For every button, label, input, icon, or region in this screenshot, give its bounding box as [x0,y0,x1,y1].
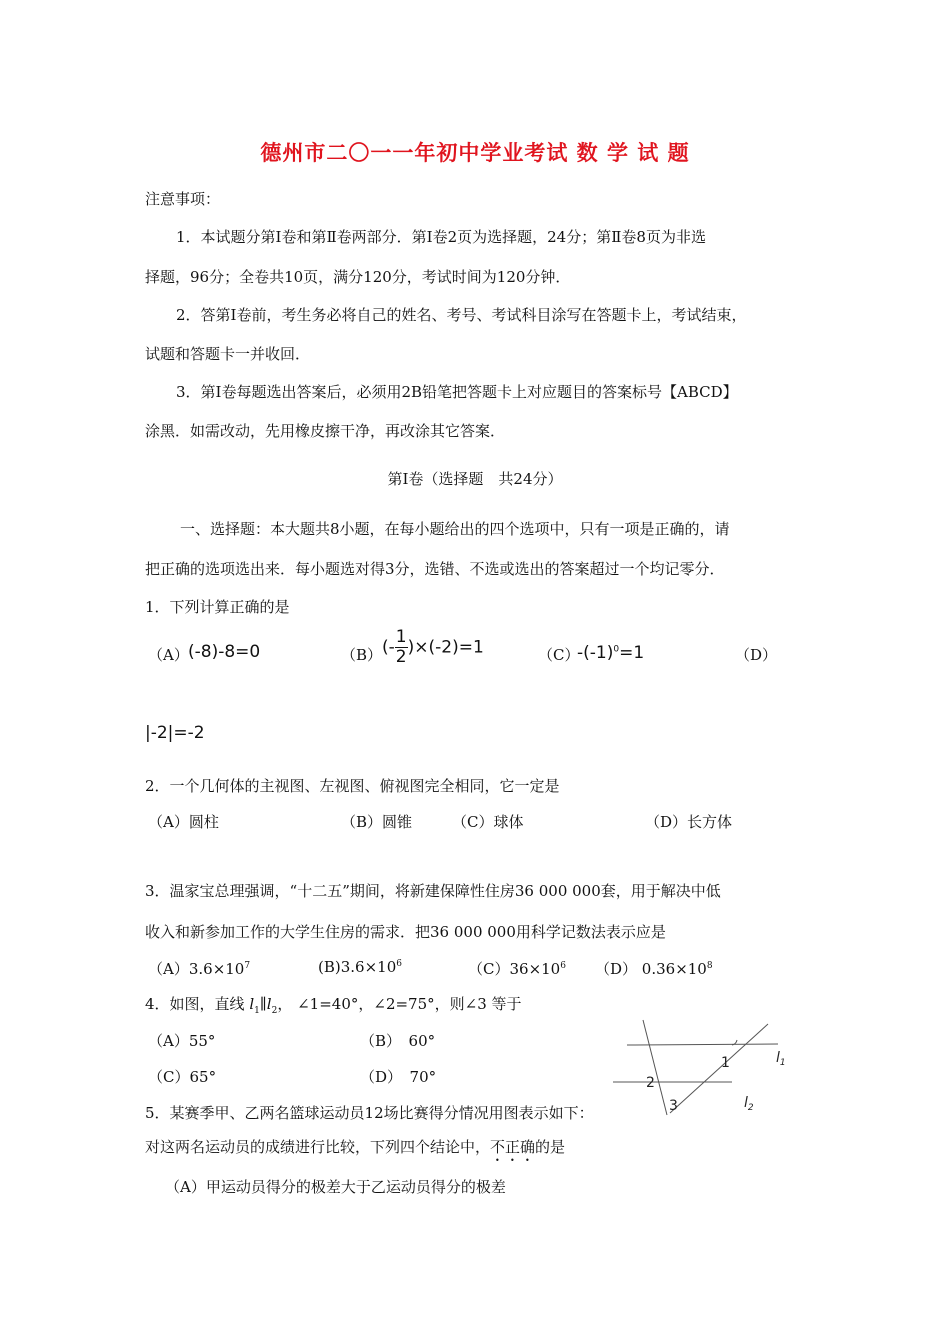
q5-stem-line-1: 5．某赛季甲、乙两名篮球运动员12场比赛得分情况用图表示如下： [145,1104,594,1122]
q5-stem-prefix: 对这两名运动员的成绩进行比较，下列四个结论中， [145,1138,491,1156]
q4-option-d: （D） 70° [360,1068,437,1086]
q3-option-d-exponent: 8 [706,961,713,971]
notice-item-1-line-2: 择题，96分；全卷共10页，满分120分，考试时间为120分钟． [145,268,571,286]
q1-option-c-exponent: 0 [613,644,620,655]
q4-line-l2: l [266,995,272,1013]
q5-emphasis-text: 不正确 [490,1138,536,1156]
q1-option-c-base: -(-1) [577,643,614,663]
q1-option-b-right: )×(-2)=1 [407,637,484,658]
q4-stem-prefix: 4．如图，直线 [145,995,250,1013]
q3-option-b [318,958,402,976]
q4-line-l1: l [249,995,255,1013]
q4-stem [145,993,522,1016]
q2-option-a: （A）圆柱 [148,813,219,831]
q5-stem-line-2 [145,1136,565,1165]
q1-option-c-result: =1 [619,643,645,663]
q3-stem-line-1: 3．温家宝总理强调，“十二五”期间，将新建保障性住房36 000 000套，用于解决中低 [145,882,721,900]
q4-line-l1-sub: 1 [254,1006,260,1016]
q1-option-b-left: (- [382,637,395,658]
figure-label-l2-sub: 2 [747,1103,754,1113]
q3-stem-line-2: 收入和新参加工作的大学生住房的需求．把36 000 000用科学记数法表示应是 [145,923,666,941]
notice-item-2-line-2: 试题和答题卡一并收回． [145,345,311,363]
q1-option-c-label: （C） [538,646,580,664]
q2-stem: 2．一个几何体的主视图、左视图、俯视图完全相同，它一定是 [145,777,560,795]
notice-item-3-line-2: 涂黑．如需改动，先用橡皮擦干净，再改涂其它答案． [145,422,506,440]
q1-option-a-expr: (-8)-8=0 [188,642,261,662]
q3-option-c-text: （C）36×10 [468,960,561,978]
q3-option-b-text: (B)3.6×10 [318,958,397,976]
q5-stem-suffix: 的是 [535,1138,566,1156]
q4-parallel-sign: ∥ [259,995,267,1013]
q2-option-c: （C）球体 [452,813,524,831]
section-heading: 第Ⅰ卷（选择题 共24分） [387,470,563,488]
figure-label-1: 1 [721,1055,730,1071]
q4-geometry-figure [600,1015,800,1120]
q4-line-l2-sub: 2 [271,1006,278,1016]
q3-option-c-exponent: 6 [560,961,566,971]
q2-option-d: （D）长方体 [645,813,733,831]
q4-option-b: （B） 60° [360,1032,436,1050]
q3-option-a [148,958,250,979]
q2-option-b: （B）圆锥 [341,813,413,831]
q1-option-d-expr: |-2|=-2 [145,723,205,743]
q4-option-c: （C）65° [148,1068,217,1086]
figure-label-l1-sub: 1 [779,1058,786,1068]
fraction-numerator: 1 [395,627,407,647]
q1-option-c-expr [577,643,644,663]
figure-label-3: 3 [669,1098,678,1114]
q3-option-d [595,958,713,979]
figure-label-l1 [776,1050,786,1068]
q1-option-b-expr [382,628,484,667]
q3-option-c [468,958,566,979]
q4-option-a: （A）55° [148,1032,216,1050]
notice-item-1-line-1: 1．本试题分第Ⅰ卷和第Ⅱ卷两部分．第Ⅰ卷2页为选择题，24分；第Ⅱ卷8页为非选 [176,228,706,246]
figure-transversal-2 [670,1024,768,1113]
q1-stem: 1．下列计算正确的是 [145,598,290,616]
notice-item-2-line-1: 2．答第Ⅰ卷前，考生务必将自己的姓名、考号、考试科目涂写在答题卡上，考试结束， [176,306,747,324]
q1-option-d-label: （D） [735,646,778,664]
q4-stem-suffix: ， ∠1=40°，∠2=75°，则∠3 等于 [277,995,522,1013]
q3-option-a-text: （A）3.6×10 [148,960,245,978]
fraction-denominator: 2 [395,647,407,667]
q3-option-b-exponent: 6 [396,959,402,969]
q1-option-a-label: （A） [148,646,189,664]
q3-option-a-exponent: 7 [244,961,251,971]
q3-option-d-text: （D） 0.36×10 [595,960,707,978]
section-intro-line-1: 一、选择题：本大题共8小题，在每小题给出的四个选项中，只有一项是正确的，请 [180,520,730,538]
q5-option-a: （A）甲运动员得分的极差大于乙运动员得分的极差 [165,1178,506,1196]
figure-label-l1-letter: l [776,1050,780,1066]
q1-option-b-label: （B） [341,646,383,664]
fraction [395,628,408,667]
figure-label-l2-letter: l [744,1095,748,1111]
figure-label-2: 2 [646,1075,655,1091]
page-title: 德州市二〇一一年初中学业考试 数 学 试 题 [260,140,690,165]
notice-heading: 注意事项： [145,190,221,208]
section-intro-line-2: 把正确的选项选出来．每小题选对得3分，选错、不选或选出的答案超过一个均记零分． [145,560,725,578]
notice-item-3-line-1: 3．第Ⅰ卷每题选出答案后，必须用2B铅笔把答题卡上对应题目的答案标号【ABCD】 [176,383,738,401]
figure-transversal-1 [643,1020,667,1115]
figure-label-l2 [744,1095,754,1113]
